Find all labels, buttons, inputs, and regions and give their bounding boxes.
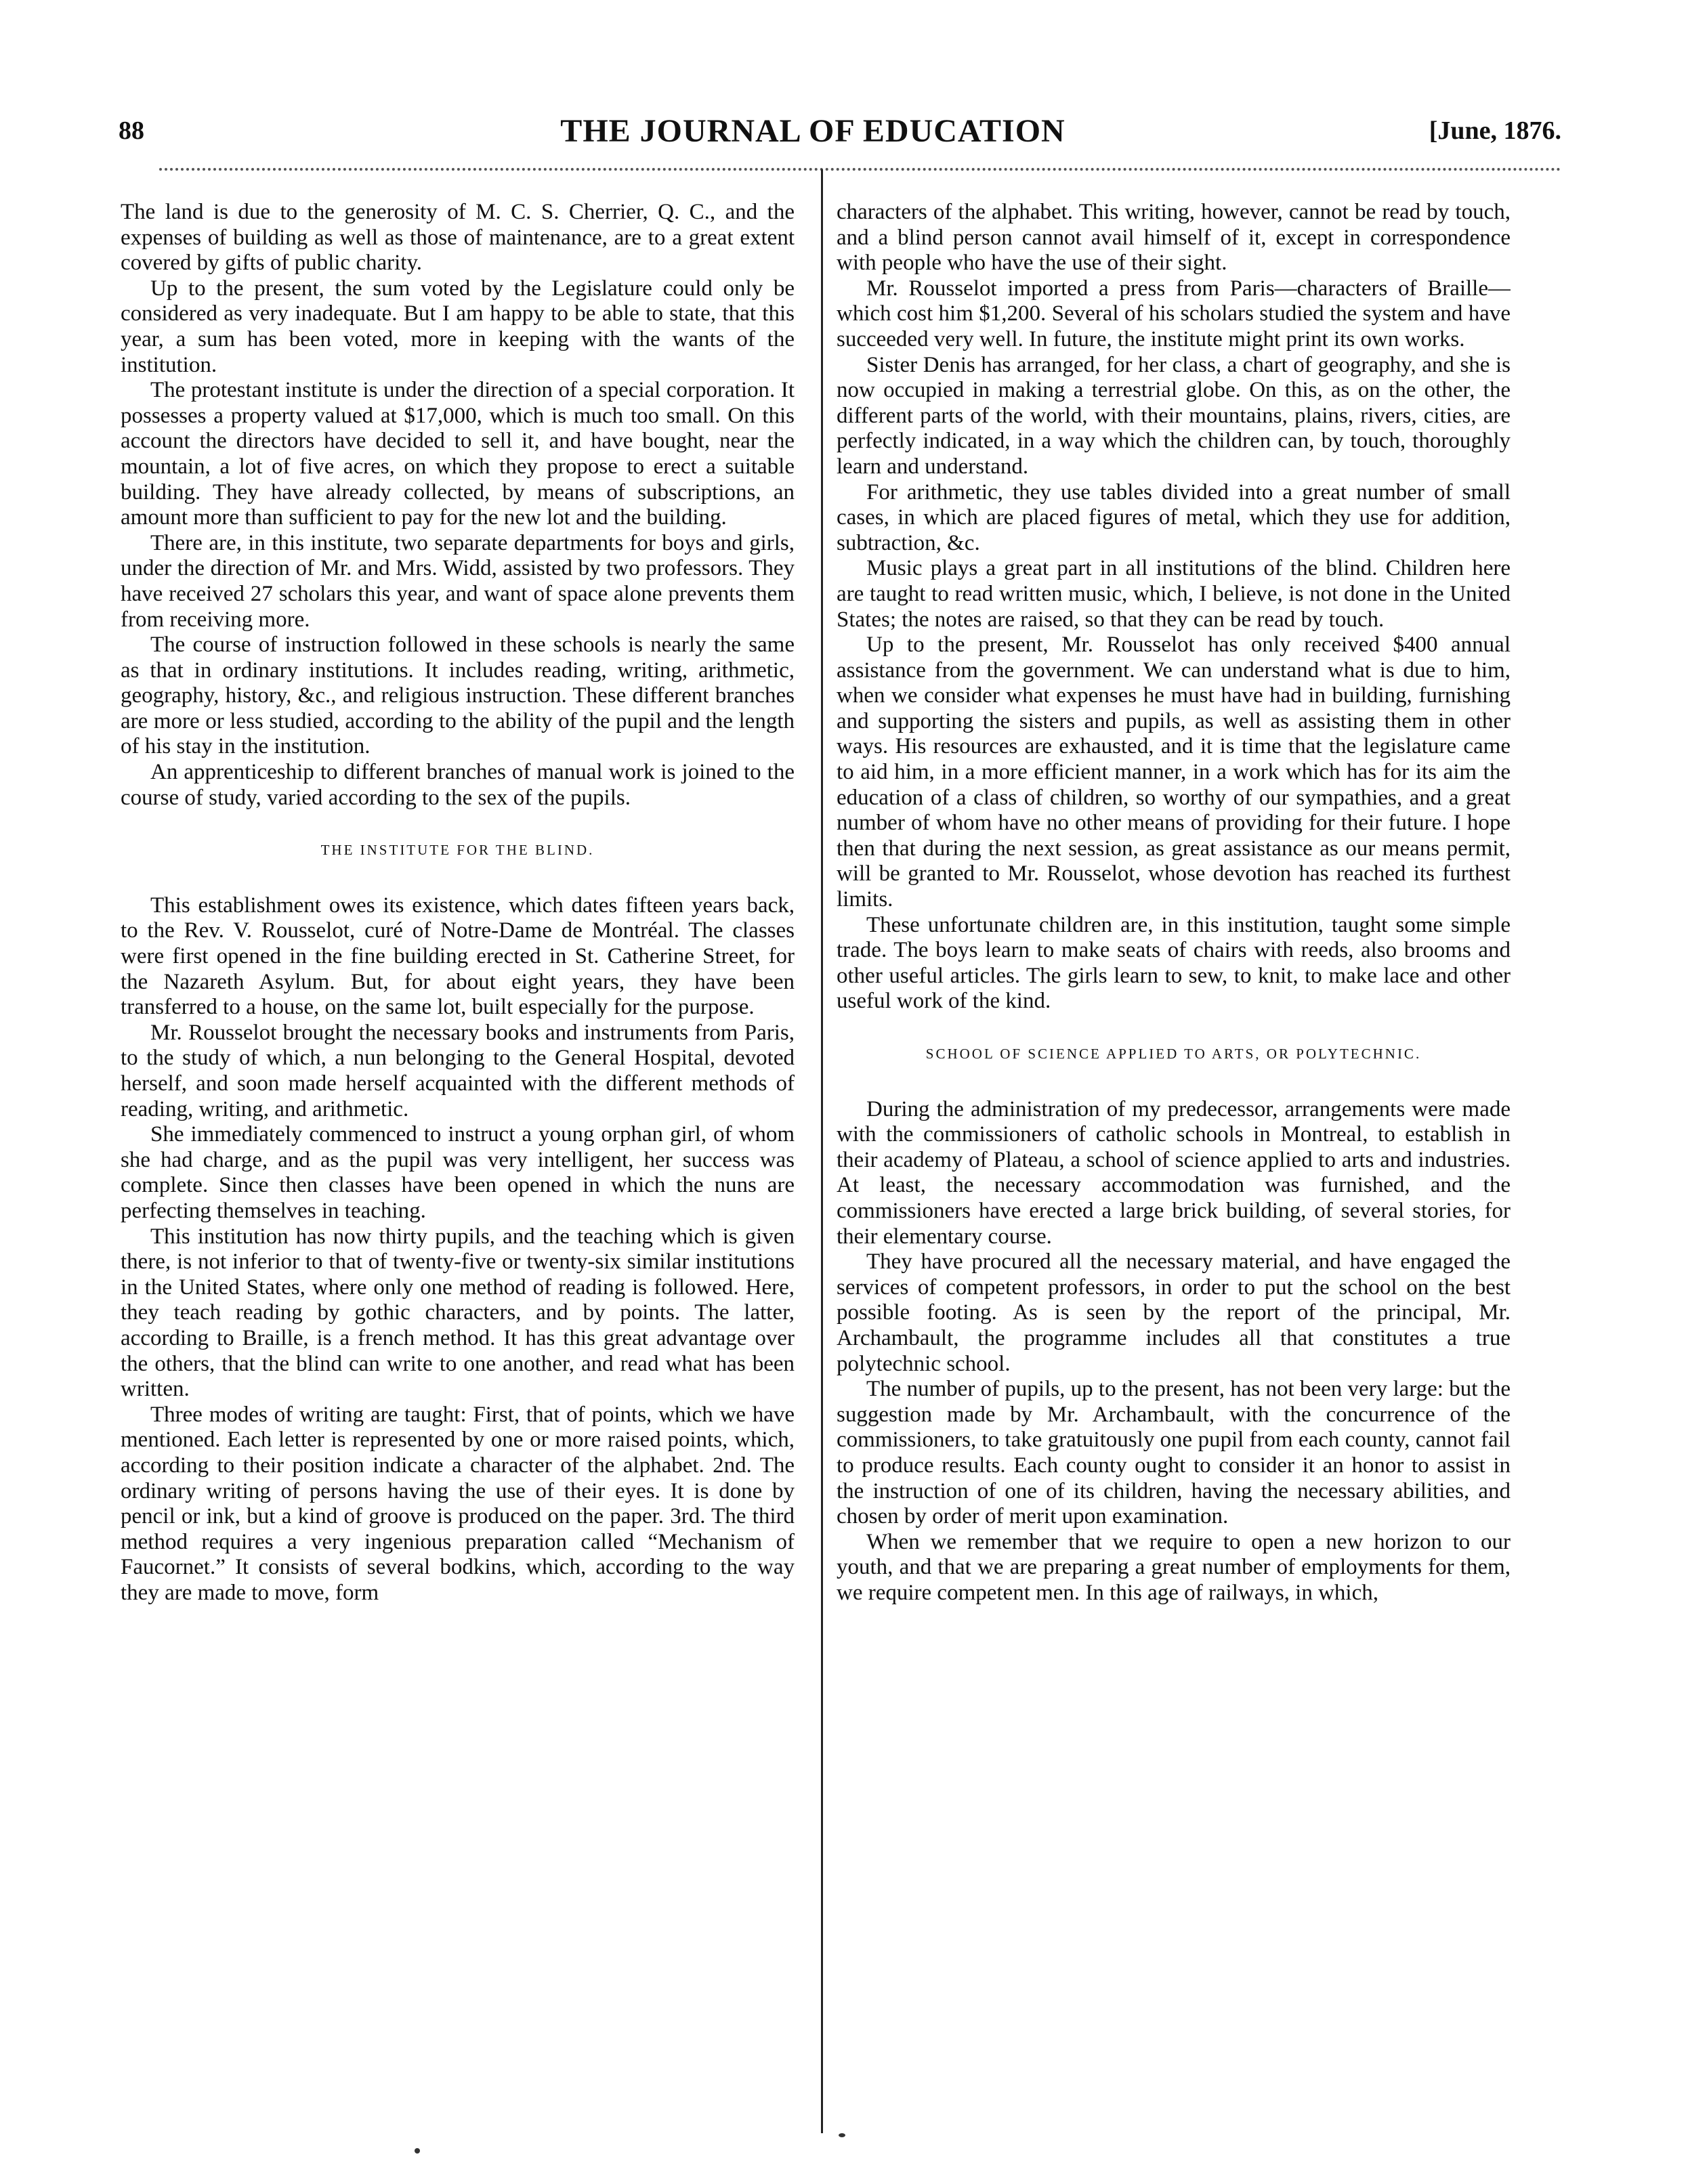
right-column xyxy=(837,200,1511,2133)
paragraph: The protestant institute is under the direction of a special corporation. It possesses a property valued at $17,000, which is much too small. On this account the directors have decided to sell it, and have bought, near the mountain, a lot of five acres, on which they propose to erect a suitable building. They have already collected, by means of subscriptions, an amount more than sufficient to pay for the new lot and the building. xyxy=(121,378,795,530)
paragraph: The land is due to the generosity of M. C. S. Cherrier, Q. C., and the expenses of building as well as those of maintenance, are to a great extent covered by gifts of public charity. xyxy=(121,200,795,276)
paragraph: The course of instruction followed in these schools is nearly the same as that in ordinary institutions. It includes reading, writing, arithmetic, geography, history, &c., and religious instruction. These different branches are more or less studied, according to the ability of the pupil and the length of his stay in the institution. xyxy=(121,633,795,759)
paragraph: Mr. Rousselot imported a press from Paris—characters of Braille—which cost him $1,200. Several of his scholars studied the system and have succeeded very well. In future, the institute might print its own works. xyxy=(837,276,1511,351)
paragraph: This institution has now thirty pupils, and the teaching which is given there, is not inferior to that of twenty-five or twenty-six similar institutions in the United States, where only one method of reading is followed. Here, they teach reading by gothic characters, and by points. The latter, according to Braille, is a french method. It has this great advantage over the others, that the blind can write to one another, and read what has been written. xyxy=(121,1224,795,1402)
paragraph: During the administration of my predecessor, arrangements were made with the commissioners of catholic schools in Montreal, to establish in their academy of Plateau, a school of science applied to arts and industries. At least, the necessary accommodation was furnished, and the commissioners have erected a large brick building, of several stories, for their elementary course. xyxy=(837,1096,1511,1249)
paragraph: This establishment owes its existence, which dates fifteen years back, to the Rev. V. Rousselot, curé of Notre-Dame de Montréal. The classes were first opened in the fine building erected in St. Catherine Street, for the Nazareth Asylum. But, for about eight years, they have been transferred to a house, on the same lot, built especially for the purpose. xyxy=(121,893,795,1020)
print-speck xyxy=(839,2133,845,2137)
paragraph: For arithmetic, they use tables divided into a great number of small cases, in which are placed figures of metal, which they use for addition, subtraction, &c. xyxy=(837,479,1511,555)
page-header xyxy=(119,107,1561,154)
paragraph: These unfortunate children are, in this institution, taught some simple trade. The boys learn to make seats of chairs with reeds, also brooms and other useful articles. The girls learn to sew, to knit, to make lace and other useful work of the kind. xyxy=(837,912,1511,1014)
paragraph: Three modes of writing are taught: First, that of points, which we have mentioned. Each letter is represented by one or more raised points, which, according to their position indicate a character of the alphabet. 2nd. The ordinary writing of persons having the use of their eyes. It is done by pencil or ink, but a kind of groove is produced on the paper. 3rd. The third method requires a very ingenious preparation called “Mechanism of Faucornet.” It consists of several bodkins, which, according to the way they are made to move, form xyxy=(121,1402,795,1605)
paragraph: The number of pupils, up to the present, has not been very large: but the suggestion made by Mr. Archambault, with the concurrence of the commissioners, to take gratuitously one pupil from each county, cannot fail to produce results. Each county ought to consider it an honor to assist in the instruction of one of its children, having the necessary abilities, and chosen by order of merit upon examination. xyxy=(837,1377,1511,1529)
paragraph: Mr. Rousselot brought the necessary books and instruments from Paris, to the study of which, a nun belonging to the General Hospital, devoted herself, and soon made herself acquainted with the different methods of reading, writing, and arithmetic. xyxy=(121,1020,795,1121)
header-rule xyxy=(159,168,1561,171)
paragraph: Up to the present, the sum voted by the Legislature could only be considered as very inadequate. But I am happy to be able to state, that this year, a sum has been voted, more in keeping with the wants of the institution. xyxy=(121,276,795,377)
section-heading-blind-institute: THE INSTITUTE FOR THE BLIND. xyxy=(320,842,595,859)
page-number: 88 xyxy=(119,116,144,145)
issue-date: [June, 1876. xyxy=(1429,116,1561,145)
paragraph: characters of the alphabet. This writing, however, cannot be read by touch, and a blind person cannot avail himself of it, except in correspondence with people who have the use of their sight. xyxy=(837,200,1511,276)
paragraph: They have procured all the necessary material, and have engaged the services of competent professors, in order to put the school on the best possible footing. As is seen by the report of the principal, Mr. Archambault, the programme includes all that constitutes a true polytechnic school. xyxy=(837,1249,1511,1376)
left-column xyxy=(121,200,795,2133)
paragraph: When we remember that we require to open a new horizon to our youth, and that we are preparing a great number of employments for them, we require competent men. In this age of railways, in which, xyxy=(837,1529,1511,1605)
column-divider xyxy=(821,169,823,2133)
paragraph: There are, in this institute, two separate departments for boys and girls, under the direction of Mr. and Mrs. Widd, assisted by two professors. They have received 27 scholars this year, and want of space alone prevents them from receiving more. xyxy=(121,530,795,632)
paragraph: Music plays a great part in all institutions of the blind. Children here are taught to read written music, which, I believe, is not done in the United States; the notes are raised, so that they can be read by touch. xyxy=(837,556,1511,632)
print-speck xyxy=(415,2148,420,2154)
journal-title: THE JOURNAL OF EDUCATION xyxy=(560,112,1065,149)
paragraph: She immediately commenced to instruct a young orphan girl, of whom she had charge, and as the pupil was very intelligent, her success was complete. Since then classes have been opened in which the nuns are perfecting themselves in teaching. xyxy=(121,1122,795,1223)
section-heading-polytechnic: SCHOOL OF SCIENCE APPLIED TO ARTS, OR POLYTECHNIC. xyxy=(925,1046,1422,1062)
paragraph: An apprenticeship to different branches of manual work is joined to the course of study, varied according to the sex of the pupils. xyxy=(121,760,795,810)
paragraph: Up to the present, Mr. Rousselot has only received $400 annual assistance from the government. We can understand what is due to him, when we consider what expenses he must have had in building, furnishing and supporting the sisters and pupils, as well as assisting them in other ways. His resources are exhausted, and it is time that the legislature came to aid him, in a more efficient manner, in a work which has for its aim the education of a class of children, so worthy of our sympathies, and a great number of whom have no other means of providing for their future. I hope then that during the next session, as great assistance as our means permit, will be granted to Mr. Rousselot, whose devotion has reached its furthest limits. xyxy=(837,633,1511,912)
paragraph: Sister Denis has arranged, for her class, a chart of geography, and she is now occupied in making a terrestrial globe. On this, as on the other, the different parts of the world, with their mountains, plains, rivers, cities, are perfectly indicated, in a way which the children can, by touch, thoroughly learn and understand. xyxy=(837,352,1511,479)
